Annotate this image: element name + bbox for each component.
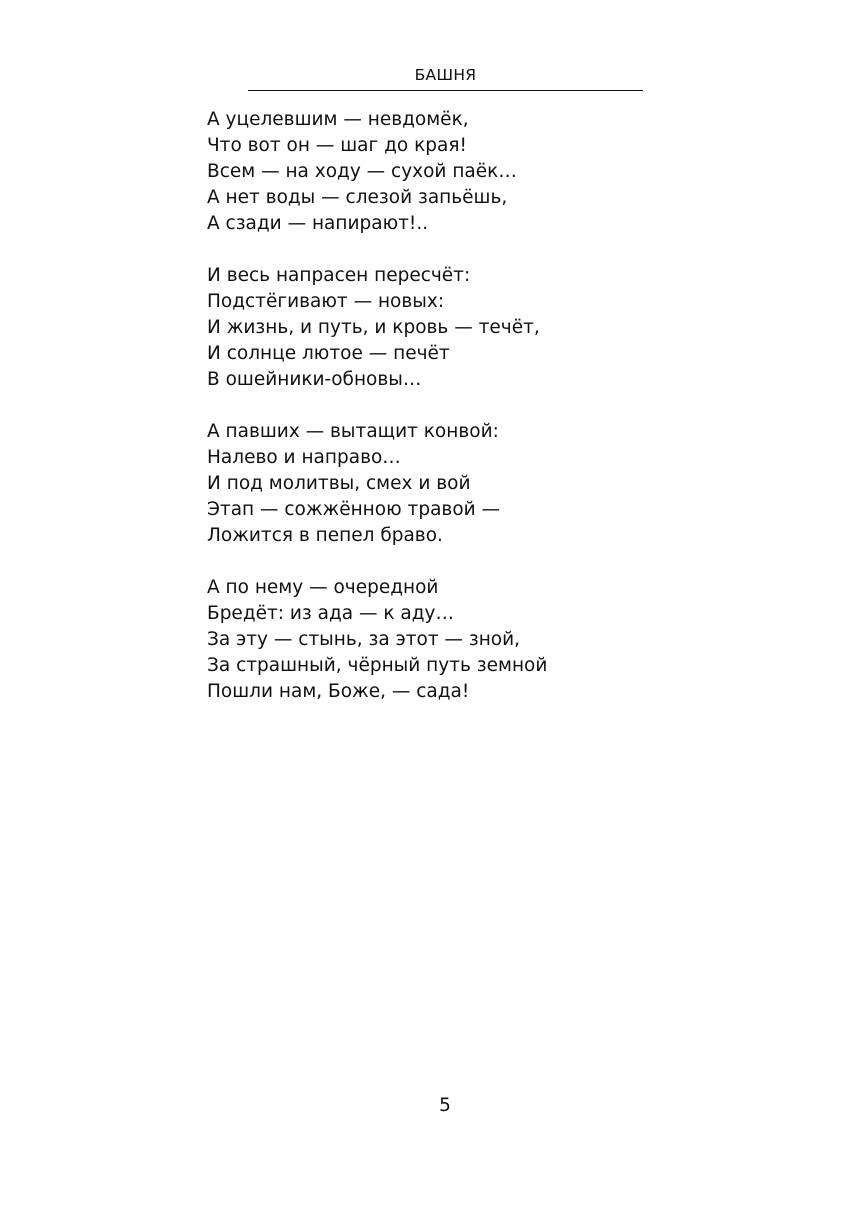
poem bbox=[207, 107, 767, 731]
poem-line: За страшный, чёрный путь земной bbox=[207, 655, 548, 676]
poem-line: Что вот он — шаг до края! bbox=[207, 135, 467, 156]
header-rule bbox=[248, 90, 643, 91]
poem-line: Налево и направо… bbox=[207, 447, 401, 468]
stanza-2 bbox=[207, 263, 767, 393]
poem-line: А уцелевшим — невдомёк, bbox=[207, 109, 469, 130]
page-number: 5 bbox=[439, 1095, 451, 1116]
poem-line: А павших — вытащит конвой: bbox=[207, 421, 499, 442]
poem-line: Бредёт: из ада — к аду… bbox=[207, 603, 454, 624]
poem-line: Ложится в пепел браво. bbox=[207, 525, 443, 546]
poem-line: А сзади — напирают!.. bbox=[207, 213, 429, 234]
stanza-1 bbox=[207, 107, 767, 237]
poem-line: И весь напрасен пересчёт: bbox=[207, 265, 471, 286]
poem-line: Всем — на ходу — сухой паёк… bbox=[207, 161, 517, 182]
stanza-3 bbox=[207, 419, 767, 549]
poem-line: А по нему — очередной bbox=[207, 577, 439, 598]
poem-line: И жизнь, и путь, и кровь — течёт, bbox=[207, 317, 540, 338]
poem-line: Этап — сожжённою травой — bbox=[207, 499, 501, 520]
poem-line: Пошли нам, Боже, — сада! bbox=[207, 681, 470, 702]
running-header: БАШНЯ bbox=[414, 66, 477, 84]
poem-line: Подстёгивают — новых: bbox=[207, 291, 445, 312]
poem-line: И солнце лютое — печёт bbox=[207, 343, 450, 364]
poem-line: За эту — стынь, за этот — зной, bbox=[207, 629, 521, 650]
poem-line: А нет воды — слезой запьёшь, bbox=[207, 187, 508, 208]
poem-line: В ошейники-обновы… bbox=[207, 369, 422, 390]
stanza-4 bbox=[207, 575, 767, 705]
poem-line: И под молитвы, смех и вой bbox=[207, 473, 471, 494]
